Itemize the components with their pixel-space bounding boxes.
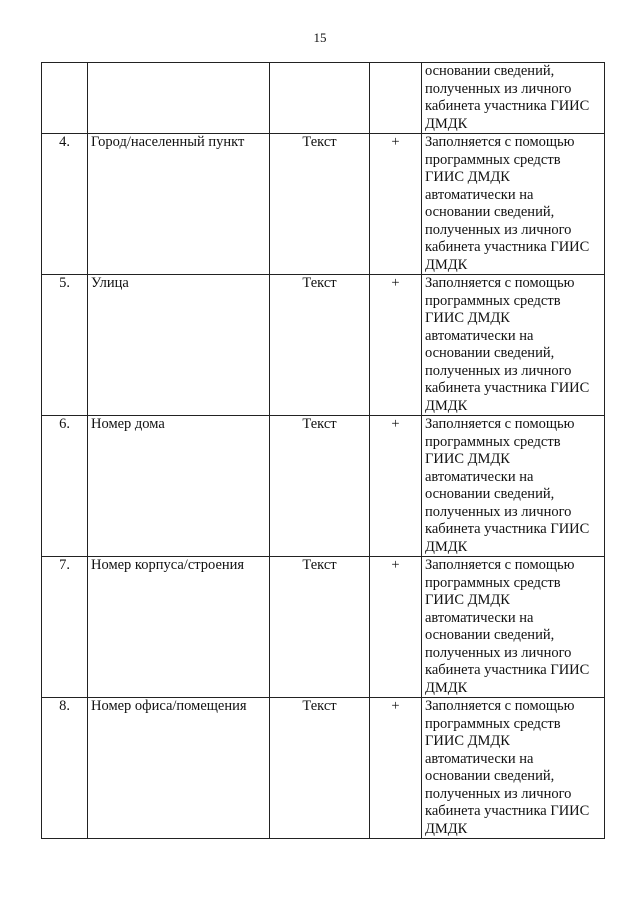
cell-field-name: Номер корпуса/строения (88, 557, 270, 698)
description-line: основании сведений, (425, 204, 555, 220)
cell-number (42, 63, 88, 134)
description-line: автоматически на (425, 186, 534, 203)
description-line: основании сведений, (425, 63, 555, 79)
description-line: основании сведений, (425, 486, 555, 502)
description-line: программных средств (425, 715, 561, 732)
cell-required: + (370, 557, 422, 698)
description-line: ДМДК (425, 679, 468, 696)
cell-field-type: Текст (270, 557, 370, 698)
description-line: полученных из личного (425, 785, 572, 802)
description-line: кабинета участника ГИИС (425, 239, 590, 255)
description-line: Заполняется с помощью (425, 416, 575, 432)
cell-description (422, 275, 605, 416)
description-line: кабинета участника ГИИС (425, 98, 590, 114)
table-row (42, 134, 605, 275)
description-line: кабинета участника ГИИС (425, 521, 590, 537)
description-line: ДМДК (425, 397, 468, 414)
description-line: кабинета участника ГИИС (425, 803, 590, 819)
description-line: полученных из личного (425, 221, 572, 238)
cell-field-type: Текст (270, 416, 370, 557)
description-line: основании сведений, (425, 768, 555, 784)
cell-description (422, 557, 605, 698)
cell-required: + (370, 134, 422, 275)
description-line: ГИИС ДМДК (425, 310, 510, 326)
cell-field-type (270, 63, 370, 134)
fields-table (41, 62, 605, 839)
cell-required: + (370, 275, 422, 416)
cell-field-name: Улица (88, 275, 270, 416)
description-line: ГИИС ДМДК (425, 451, 510, 467)
description-line: программных средств (425, 292, 561, 309)
cell-description (422, 698, 605, 839)
table-row (42, 275, 605, 416)
description-line: полученных из личного (425, 80, 572, 97)
cell-required: + (370, 416, 422, 557)
description-line: автоматически на (425, 609, 534, 626)
cell-number: 5. (42, 275, 88, 416)
description-line: ДМДК (425, 256, 468, 273)
cell-field-type: Текст (270, 275, 370, 416)
description-line: автоматически на (425, 750, 534, 767)
table-body (42, 63, 605, 839)
description-line: основании сведений, (425, 627, 555, 643)
cell-field-name: Номер офиса/помещения (88, 698, 270, 839)
cell-field-type: Текст (270, 134, 370, 275)
description-line: Заполняется с помощью (425, 134, 575, 150)
page-number: 15 (313, 30, 327, 45)
description-line: автоматически на (425, 327, 534, 344)
cell-field-name (88, 63, 270, 134)
description-line: Заполняется с помощью (425, 275, 575, 291)
description-line: ГИИС ДМДК (425, 733, 510, 749)
cell-number: 4. (42, 134, 88, 275)
cell-required (370, 63, 422, 134)
description-line: ДМДК (425, 538, 468, 555)
table-row (42, 557, 605, 698)
description-line: ДМДК (425, 820, 468, 837)
table-row-continuation (42, 63, 605, 134)
cell-description (422, 416, 605, 557)
cell-description (422, 63, 605, 134)
cell-required: + (370, 698, 422, 839)
cell-field-name: Номер дома (88, 416, 270, 557)
description-line: программных средств (425, 151, 561, 168)
description-line: кабинета участника ГИИС (425, 380, 590, 396)
cell-field-name: Город/населенный пункт (88, 134, 270, 275)
description-line: Заполняется с помощью (425, 557, 575, 573)
description-line: программных средств (425, 574, 561, 591)
description-line: полученных из личного (425, 503, 572, 520)
description-line: Заполняется с помощью (425, 698, 575, 714)
description-line: ДМДК (425, 115, 468, 132)
description-line: программных средств (425, 433, 561, 450)
description-line: кабинета участника ГИИС (425, 662, 590, 678)
cell-number: 7. (42, 557, 88, 698)
cell-number: 8. (42, 698, 88, 839)
description-line: основании сведений, (425, 345, 555, 361)
description-line: ГИИС ДМДК (425, 592, 510, 608)
cell-description (422, 134, 605, 275)
description-line: полученных из личного (425, 644, 572, 661)
cell-number: 6. (42, 416, 88, 557)
description-line: полученных из личного (425, 362, 572, 379)
table-row (42, 698, 605, 839)
description-line: автоматически на (425, 468, 534, 485)
cell-field-type: Текст (270, 698, 370, 839)
table-row (42, 416, 605, 557)
description-line: ГИИС ДМДК (425, 169, 510, 185)
